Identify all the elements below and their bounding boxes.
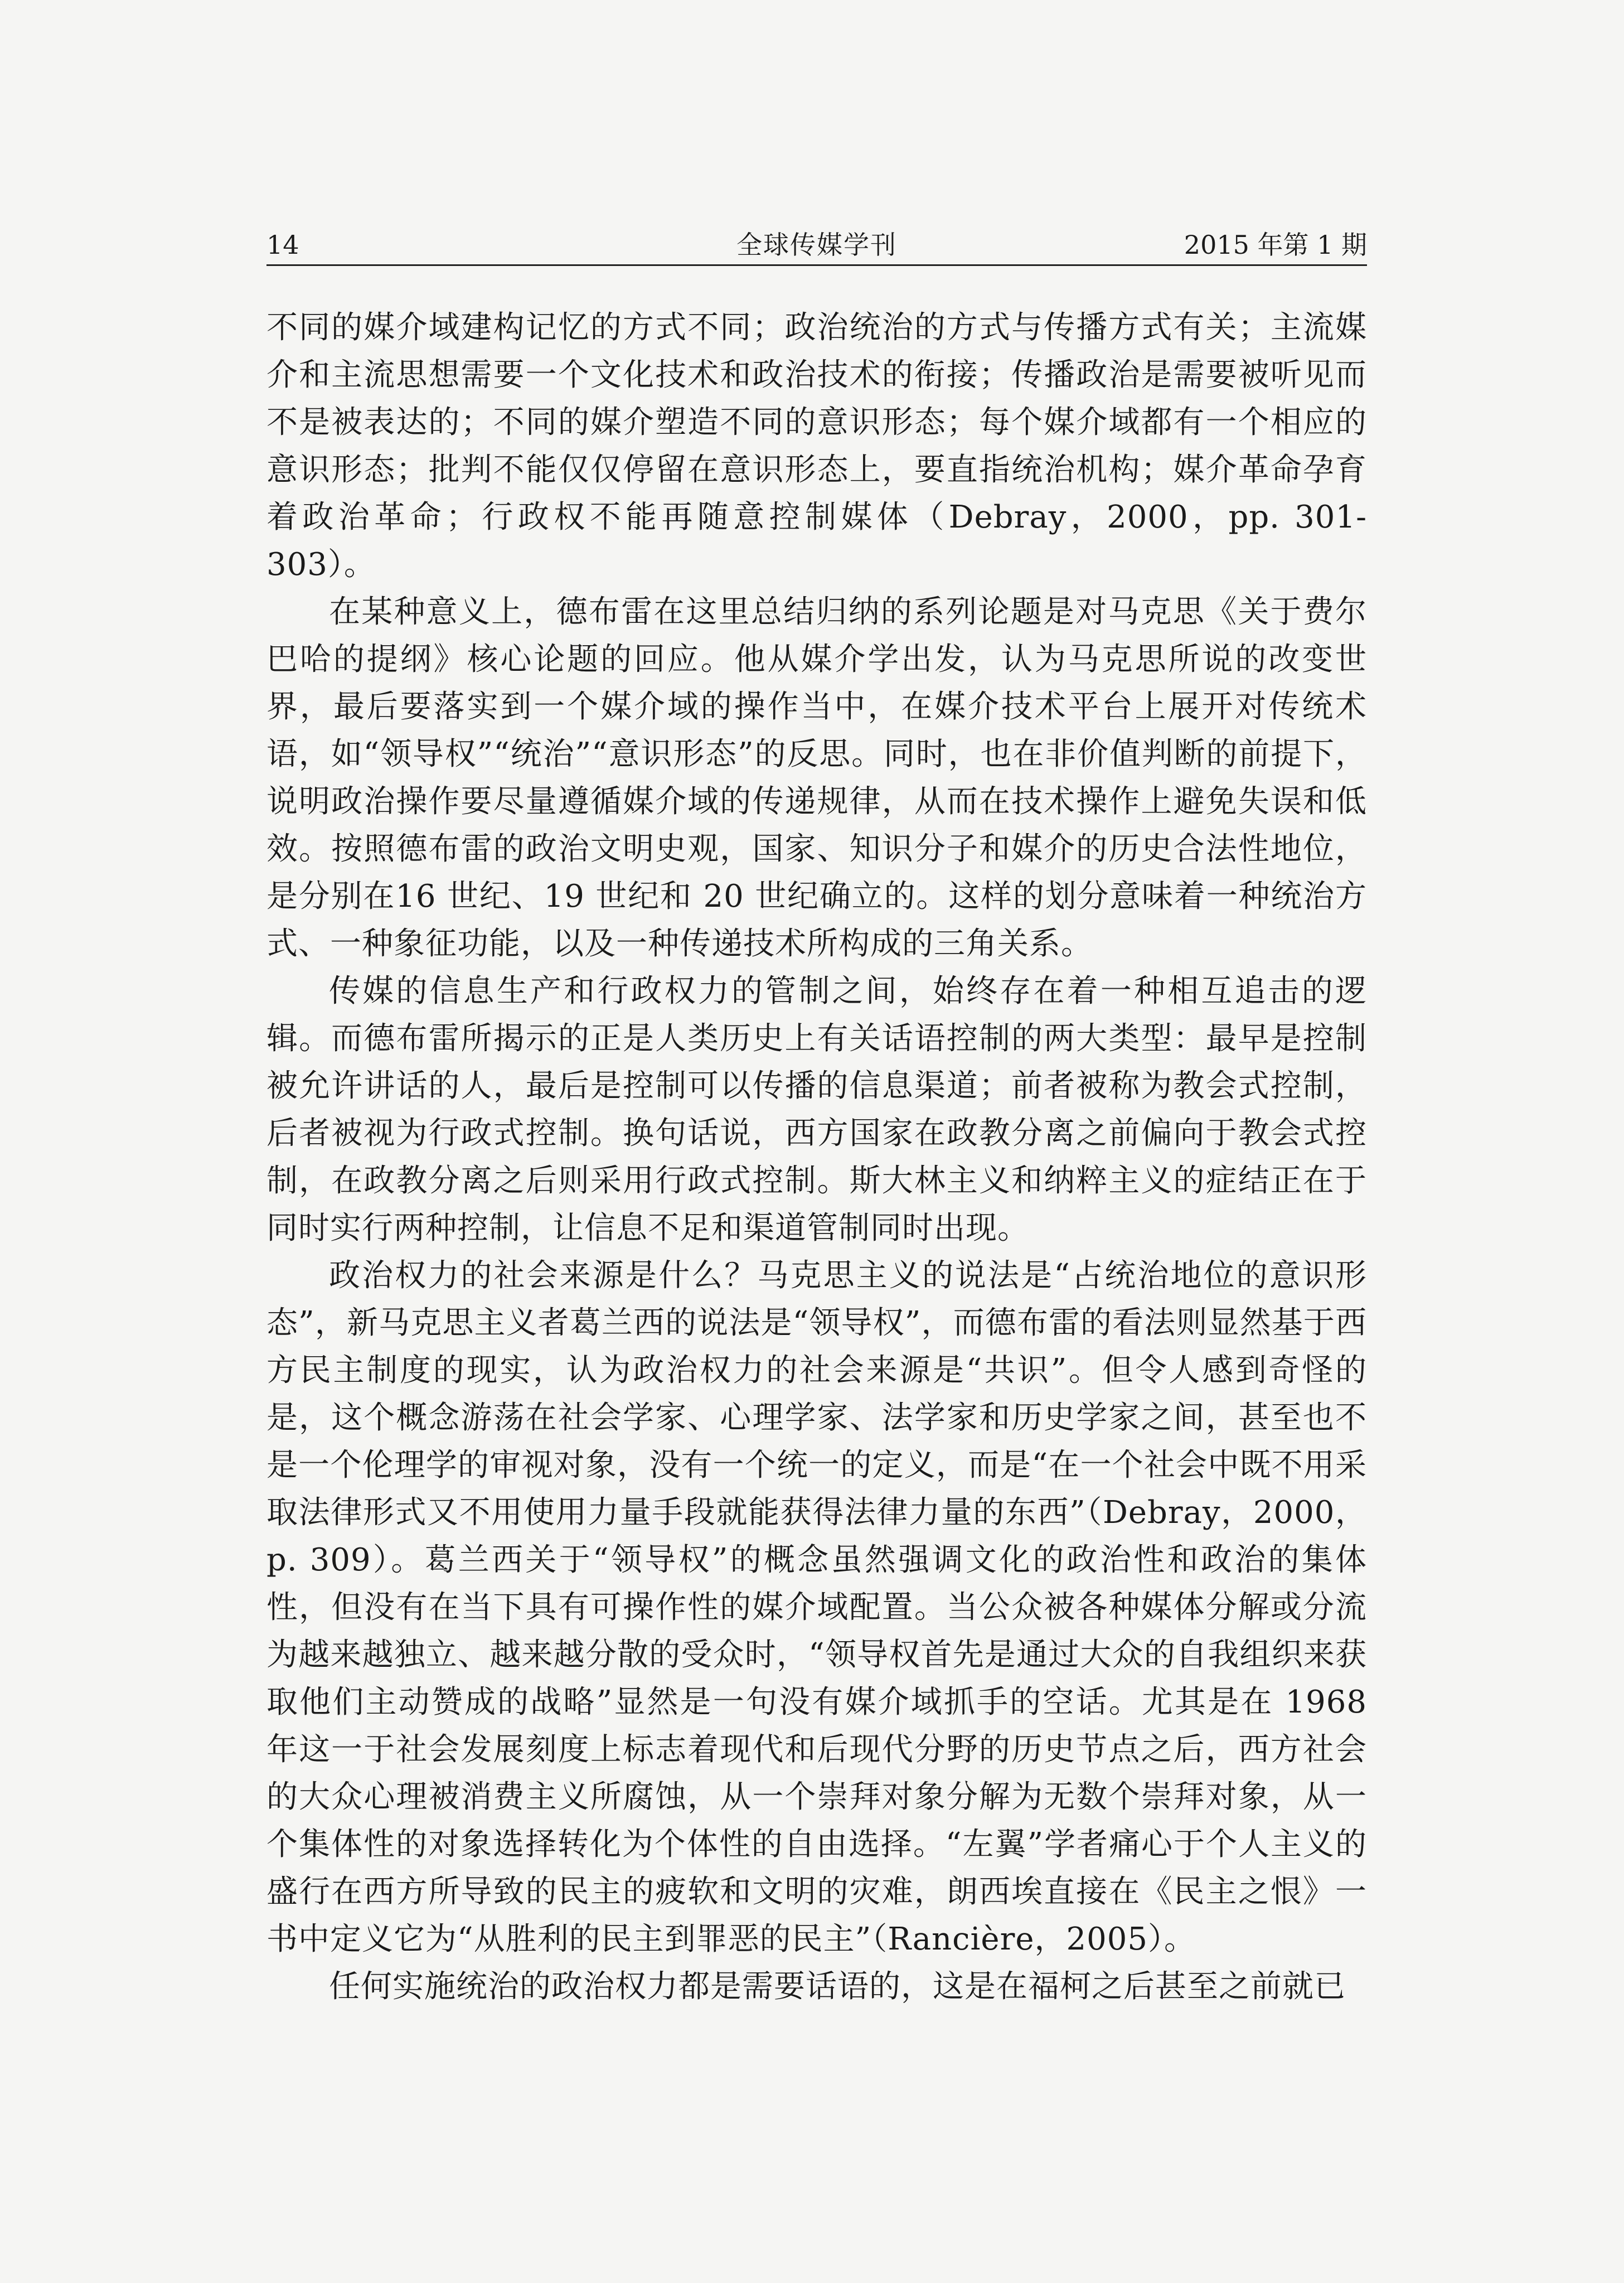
paragraph-5: 任何实施统治的政治权力都是需要话语的，这是在福柯之后甚至之前就已 — [329, 1968, 1346, 2005]
page-number: 14 — [266, 230, 299, 260]
paragraph-4: 政治权力的社会来源是什么？马克思主义的说法是“占统治地位的意识形态”，新马克思主义者葛兰西的说法是“领导权”，而德布雷的看法则显然基于西方民主制度的现实，认为政治权力的社会来源是“共识”。但令人感到奇怪的是，这个概念游荡在社会学家、心理学家、法学家和历史学家之间，甚至也不是一个伦理学的审视对象，没有一个统一的定义，而是“在一个社会中既不用采取法律形式又不用使用力量手段就能获得法律力量的东西”（Debray，2000，p. 309）。葛兰西关于“领导权”的概念虽然强调文化的政治性和政治的集体性，但没有在当下具有可操作性的媒介域配置。当公众被各种媒体分解或分流为越来越独立、越来越分散的受众时，“领导权首先是通过大众的自我组织来获取他们主动赞成的战略”显然是一句没有媒介域抓手的空话。尤其是在 1968 年这一于社会发展刻度上标志着现代和后现代分野的历史节点之后，西方社会的大众心理被消费主义所腐蚀，从一个崇拜对象分解为无数个崇拜对象，从一个集体性的对象选择转化为个体性的自由选择。“左翼”学者痛心于个人主义的盛行在西方所导致的民主的疲软和文明的灾难，朗西埃直接在《民主之恨》一书中定义它为“从胜利的民主到罪恶的民主”（Rancière，2005）。 — [266, 1257, 1367, 1957]
issue-label: 2015 年第 1 期 — [1184, 230, 1367, 260]
body-text — [266, 304, 1367, 2010]
journal-title: 全球传媒学刊 — [736, 230, 897, 260]
paragraph-1: 不同的媒介域建构记忆的方式不同；政治统治的方式与传播方式有关；主流媒介和主流思想需要一个文化技术和政治技术的衔接；传播政治是需要被听见而不是被表达的；不同的媒介塑造不同的意识形态；每个媒介域都有一个相应的意识形态；批判不能仅仅停留在意识形态上，要直指统治机构；媒介革命孕育着政治革命；行政权不能再随意控制媒体（Debray，2000，pp. 301-303）。 — [266, 309, 1367, 583]
paragraph-3: 传媒的信息生产和行政权力的管制之间，始终存在着一种相互追击的逻辑。而德布雷所揭示的正是人类历史上有关话语控制的两大类型：最早是控制被允许讲话的人，最后是控制可以传播的信息渠道；前者被称为教会式控制，后者被视为行政式控制。换句话说，西方国家在政教分离之前偏向于教会式控制，在政教分离之后则采用行政式控制。斯大林主义和纳粹主义的症结正在于同时实行两种控制，让信息不足和渠道管制同时出现。 — [266, 973, 1367, 1246]
running-header — [266, 222, 1367, 266]
paragraph-2: 在某种意义上，德布雷在这里总结归纳的系列论题是对马克思《关于费尔巴哈的提纲》核心论题的回应。他从媒介学出发，认为马克思所说的改变世界，最后要落实到一个媒介域的操作当中，在媒介技术平台上展开对传统术语，如“领导权”“统治”“意识形态”的反思。同时，也在非价值判断的前提下，说明政治操作要尽量遵循媒介域的传递规律，从而在技术操作上避免失误和低效。按照德布雷的政治文明史观，国家、知识分子和媒介的历史合法性地位，是分别在16 世纪、19 世纪和 20 世纪确立的。这样的划分意味着一种统治方式、一种象征功能，以及一种传递技术所构成的三角关系。 — [266, 594, 1367, 962]
